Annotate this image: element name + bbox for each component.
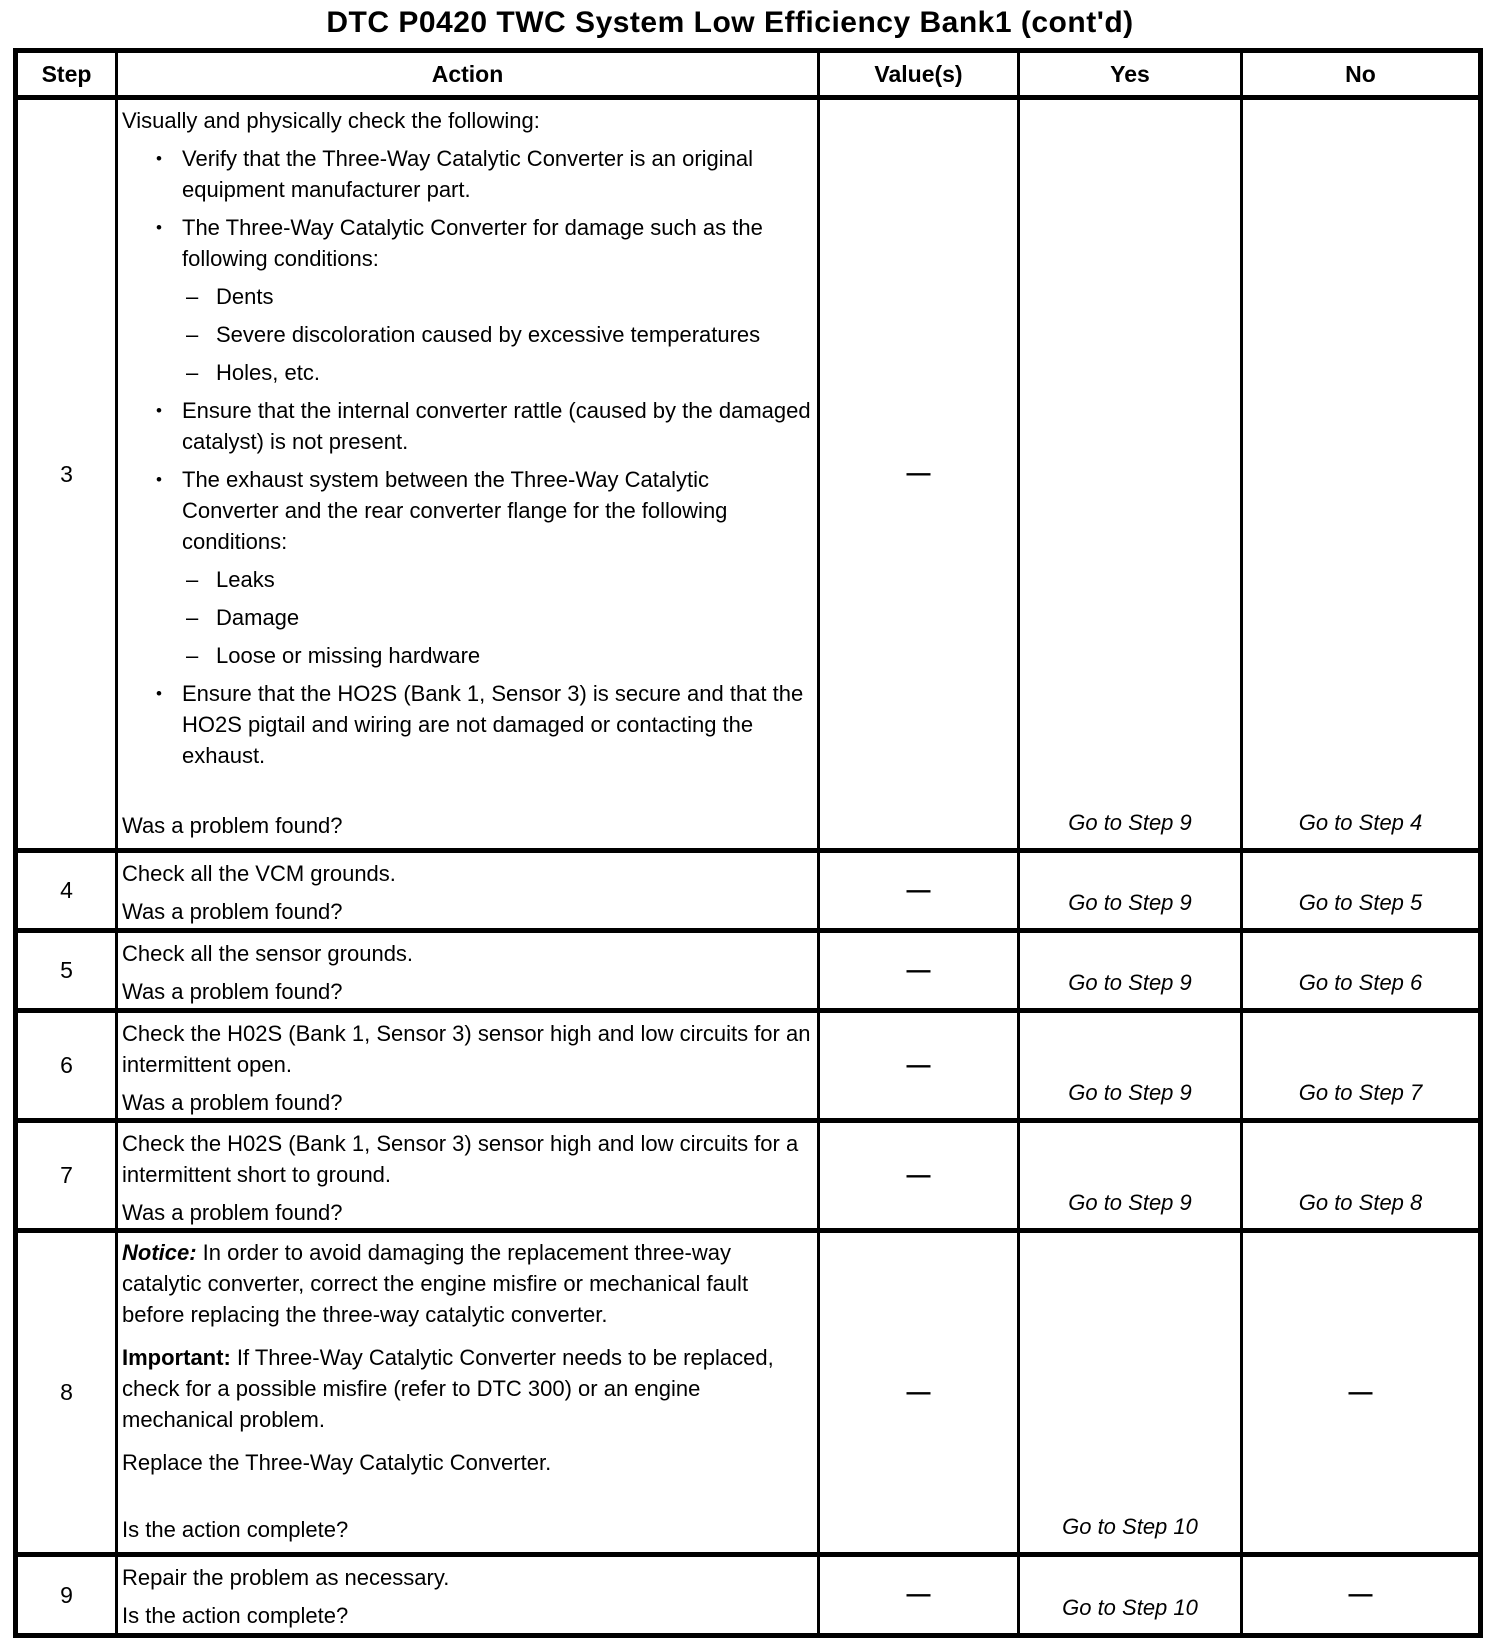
no-instruction: — bbox=[1348, 1378, 1373, 1406]
table-row bbox=[18, 1008, 1478, 1118]
table-header-row bbox=[18, 53, 1478, 95]
yes-instruction: Go to Step 9 bbox=[1020, 1013, 1243, 1118]
no-instruction: Go to Step 8 bbox=[1298, 1190, 1423, 1215]
action-text: Check the H02S (Bank 1, Sensor 3) sensor high and low circuits for a intermittent short to ground. bbox=[122, 1131, 799, 1187]
step-number: 8 bbox=[18, 1233, 118, 1552]
yes-instruction: Go to Step 9 bbox=[1020, 1123, 1243, 1228]
no-instruction: Go to Step 4 bbox=[1298, 810, 1423, 835]
yes-instruction: Go to Step 9 bbox=[1020, 933, 1243, 1008]
yes-instruction: Go to Step 9 bbox=[1020, 853, 1243, 928]
action-bullet bbox=[122, 678, 811, 771]
step-number: 7 bbox=[18, 1123, 118, 1228]
action-para bbox=[122, 1018, 811, 1080]
action-text: Severe discoloration caused by excessive temperatures bbox=[216, 322, 761, 347]
action-question bbox=[122, 1514, 811, 1545]
action-para bbox=[122, 105, 811, 136]
value-dash: — bbox=[820, 1013, 1020, 1118]
action-cell bbox=[118, 1557, 820, 1633]
action-text: Is the action complete? bbox=[122, 1517, 349, 1542]
action-para bbox=[122, 938, 811, 969]
action-para bbox=[122, 1342, 811, 1435]
action-para bbox=[122, 858, 811, 889]
action-text: The Three-Way Catalytic Converter for damage such as the following conditions: bbox=[182, 215, 763, 271]
value-dash: — bbox=[820, 1233, 1020, 1552]
action-text: Ensure that the HO2S (Bank 1, Sensor 3) is secure and that the HO2S pigtail and wiring are not damaged or contacting the exhaust. bbox=[182, 681, 804, 768]
action-text: Was a problem found? bbox=[122, 899, 343, 924]
action-dash bbox=[122, 602, 811, 633]
action-para bbox=[122, 1562, 811, 1593]
no-instruction: Go to Step 6 bbox=[1298, 970, 1423, 995]
action-text: Notice: In order to avoid damaging the replacement three-way catalytic converter, correct the engine misfire or mechanical fault before replacing the three-way catalytic converter. bbox=[122, 1240, 749, 1327]
action-text: Leaks bbox=[216, 567, 275, 592]
step-number: 4 bbox=[18, 853, 118, 928]
table-row bbox=[18, 1552, 1478, 1633]
action-dash bbox=[122, 564, 811, 595]
action-text: Check the H02S (Bank 1, Sensor 3) sensor high and low circuits for an intermittent open. bbox=[122, 1021, 811, 1077]
value-dash: — bbox=[820, 853, 1020, 928]
action-text: Was a problem found? bbox=[122, 1090, 343, 1115]
action-text: Replace the Three-Way Catalytic Converter. bbox=[122, 1450, 552, 1475]
action-para bbox=[122, 1128, 811, 1190]
value-dash: — bbox=[820, 1557, 1020, 1633]
action-text: Was a problem found? bbox=[122, 1200, 343, 1225]
column-header-action: Action bbox=[118, 53, 820, 95]
action-cell bbox=[118, 853, 820, 928]
column-header-step: Step bbox=[18, 53, 118, 95]
action-text: Visually and physically check the following: bbox=[122, 108, 540, 133]
yes-instruction: Go to Step 9 bbox=[1020, 100, 1243, 848]
action-bullet bbox=[122, 143, 811, 205]
column-header-values: Value(s) bbox=[820, 53, 1020, 95]
dash-marker: – bbox=[186, 360, 199, 385]
action-text: Loose or missing hardware bbox=[216, 643, 481, 668]
emphasis-prefix: Important: bbox=[122, 1345, 231, 1370]
dash-marker: – bbox=[186, 643, 199, 668]
action-text: Ensure that the internal converter rattle (caused by the damaged catalyst) is not present. bbox=[182, 398, 811, 454]
action-text: Repair the problem as necessary. bbox=[122, 1565, 450, 1590]
table-row bbox=[18, 848, 1478, 928]
action-dash bbox=[122, 281, 811, 312]
action-dash bbox=[122, 357, 811, 388]
bullet-marker: • bbox=[156, 149, 162, 168]
action-dash bbox=[122, 319, 811, 350]
dash-marker: – bbox=[186, 567, 199, 592]
emphasis-prefix: Notice: bbox=[122, 1240, 197, 1265]
action-bullet bbox=[122, 212, 811, 274]
action-cell bbox=[118, 100, 820, 848]
action-text: Important: If Three-Way Catalytic Converter needs to be replaced, check for a possible misfire (refer to DTC 300) or an engine mechanical problem. bbox=[122, 1345, 774, 1432]
column-header-yes: Yes bbox=[1020, 53, 1243, 95]
page-title: DTC P0420 TWC System Low Efficiency Bank1 (cont'd) bbox=[326, 6, 1134, 39]
table-row bbox=[18, 1118, 1478, 1228]
action-para bbox=[122, 1447, 811, 1478]
action-question bbox=[122, 810, 811, 841]
action-text: Was a problem found? bbox=[122, 813, 343, 838]
diagnostic-table bbox=[13, 48, 1483, 1638]
action-text: Holes, etc. bbox=[216, 360, 320, 385]
no-instruction: Go to Step 7 bbox=[1298, 1080, 1423, 1105]
action-text: Verify that the Three-Way Catalytic Converter is an original equipment manufacturer part. bbox=[182, 146, 754, 202]
value-dash: — bbox=[820, 933, 1020, 1008]
bullet-marker: • bbox=[156, 684, 162, 703]
yes-instruction: Go to Step 10 bbox=[1020, 1233, 1243, 1552]
action-text: Was a problem found? bbox=[122, 979, 343, 1004]
column-header-no: No bbox=[1345, 60, 1376, 87]
action-text: Dents bbox=[216, 284, 274, 309]
action-para bbox=[122, 1237, 811, 1330]
action-bullet bbox=[122, 395, 811, 457]
dash-marker: – bbox=[186, 322, 199, 347]
action-text: The exhaust system between the Three-Way Catalytic Converter and the rear converter flange for the following conditions: bbox=[182, 467, 728, 554]
no-instruction: — bbox=[1348, 1581, 1373, 1608]
step-number: 6 bbox=[18, 1013, 118, 1118]
bullet-marker: • bbox=[156, 218, 162, 237]
dash-marker: – bbox=[186, 284, 199, 309]
action-text: Damage bbox=[216, 605, 300, 630]
action-cell bbox=[118, 1013, 820, 1118]
step-number: 3 bbox=[18, 100, 118, 848]
table-row bbox=[18, 95, 1478, 848]
step-number: 9 bbox=[18, 1557, 118, 1633]
action-cell bbox=[118, 1233, 820, 1552]
action-cell bbox=[118, 933, 820, 1008]
action-question bbox=[122, 896, 811, 927]
table-body bbox=[18, 95, 1478, 1633]
bullet-marker: • bbox=[156, 401, 162, 420]
action-text: Check all the sensor grounds. bbox=[122, 941, 414, 966]
dash-marker: – bbox=[186, 605, 199, 630]
action-text: Is the action complete? bbox=[122, 1603, 349, 1628]
yes-instruction: Go to Step 10 bbox=[1020, 1557, 1243, 1633]
no-instruction: Go to Step 5 bbox=[1298, 890, 1423, 915]
action-text: Check all the VCM grounds. bbox=[122, 861, 396, 886]
value-dash: — bbox=[820, 100, 1020, 848]
action-question bbox=[122, 976, 811, 1007]
table-row bbox=[18, 928, 1478, 1008]
action-question bbox=[122, 1197, 811, 1228]
bullet-marker: • bbox=[156, 470, 162, 489]
value-dash: — bbox=[820, 1123, 1020, 1228]
action-bullet bbox=[122, 464, 811, 557]
action-cell bbox=[118, 1123, 820, 1228]
action-dash bbox=[122, 640, 811, 671]
action-question bbox=[122, 1600, 811, 1631]
step-number: 5 bbox=[18, 933, 118, 1008]
table-row bbox=[18, 1228, 1478, 1552]
action-question bbox=[122, 1087, 811, 1118]
